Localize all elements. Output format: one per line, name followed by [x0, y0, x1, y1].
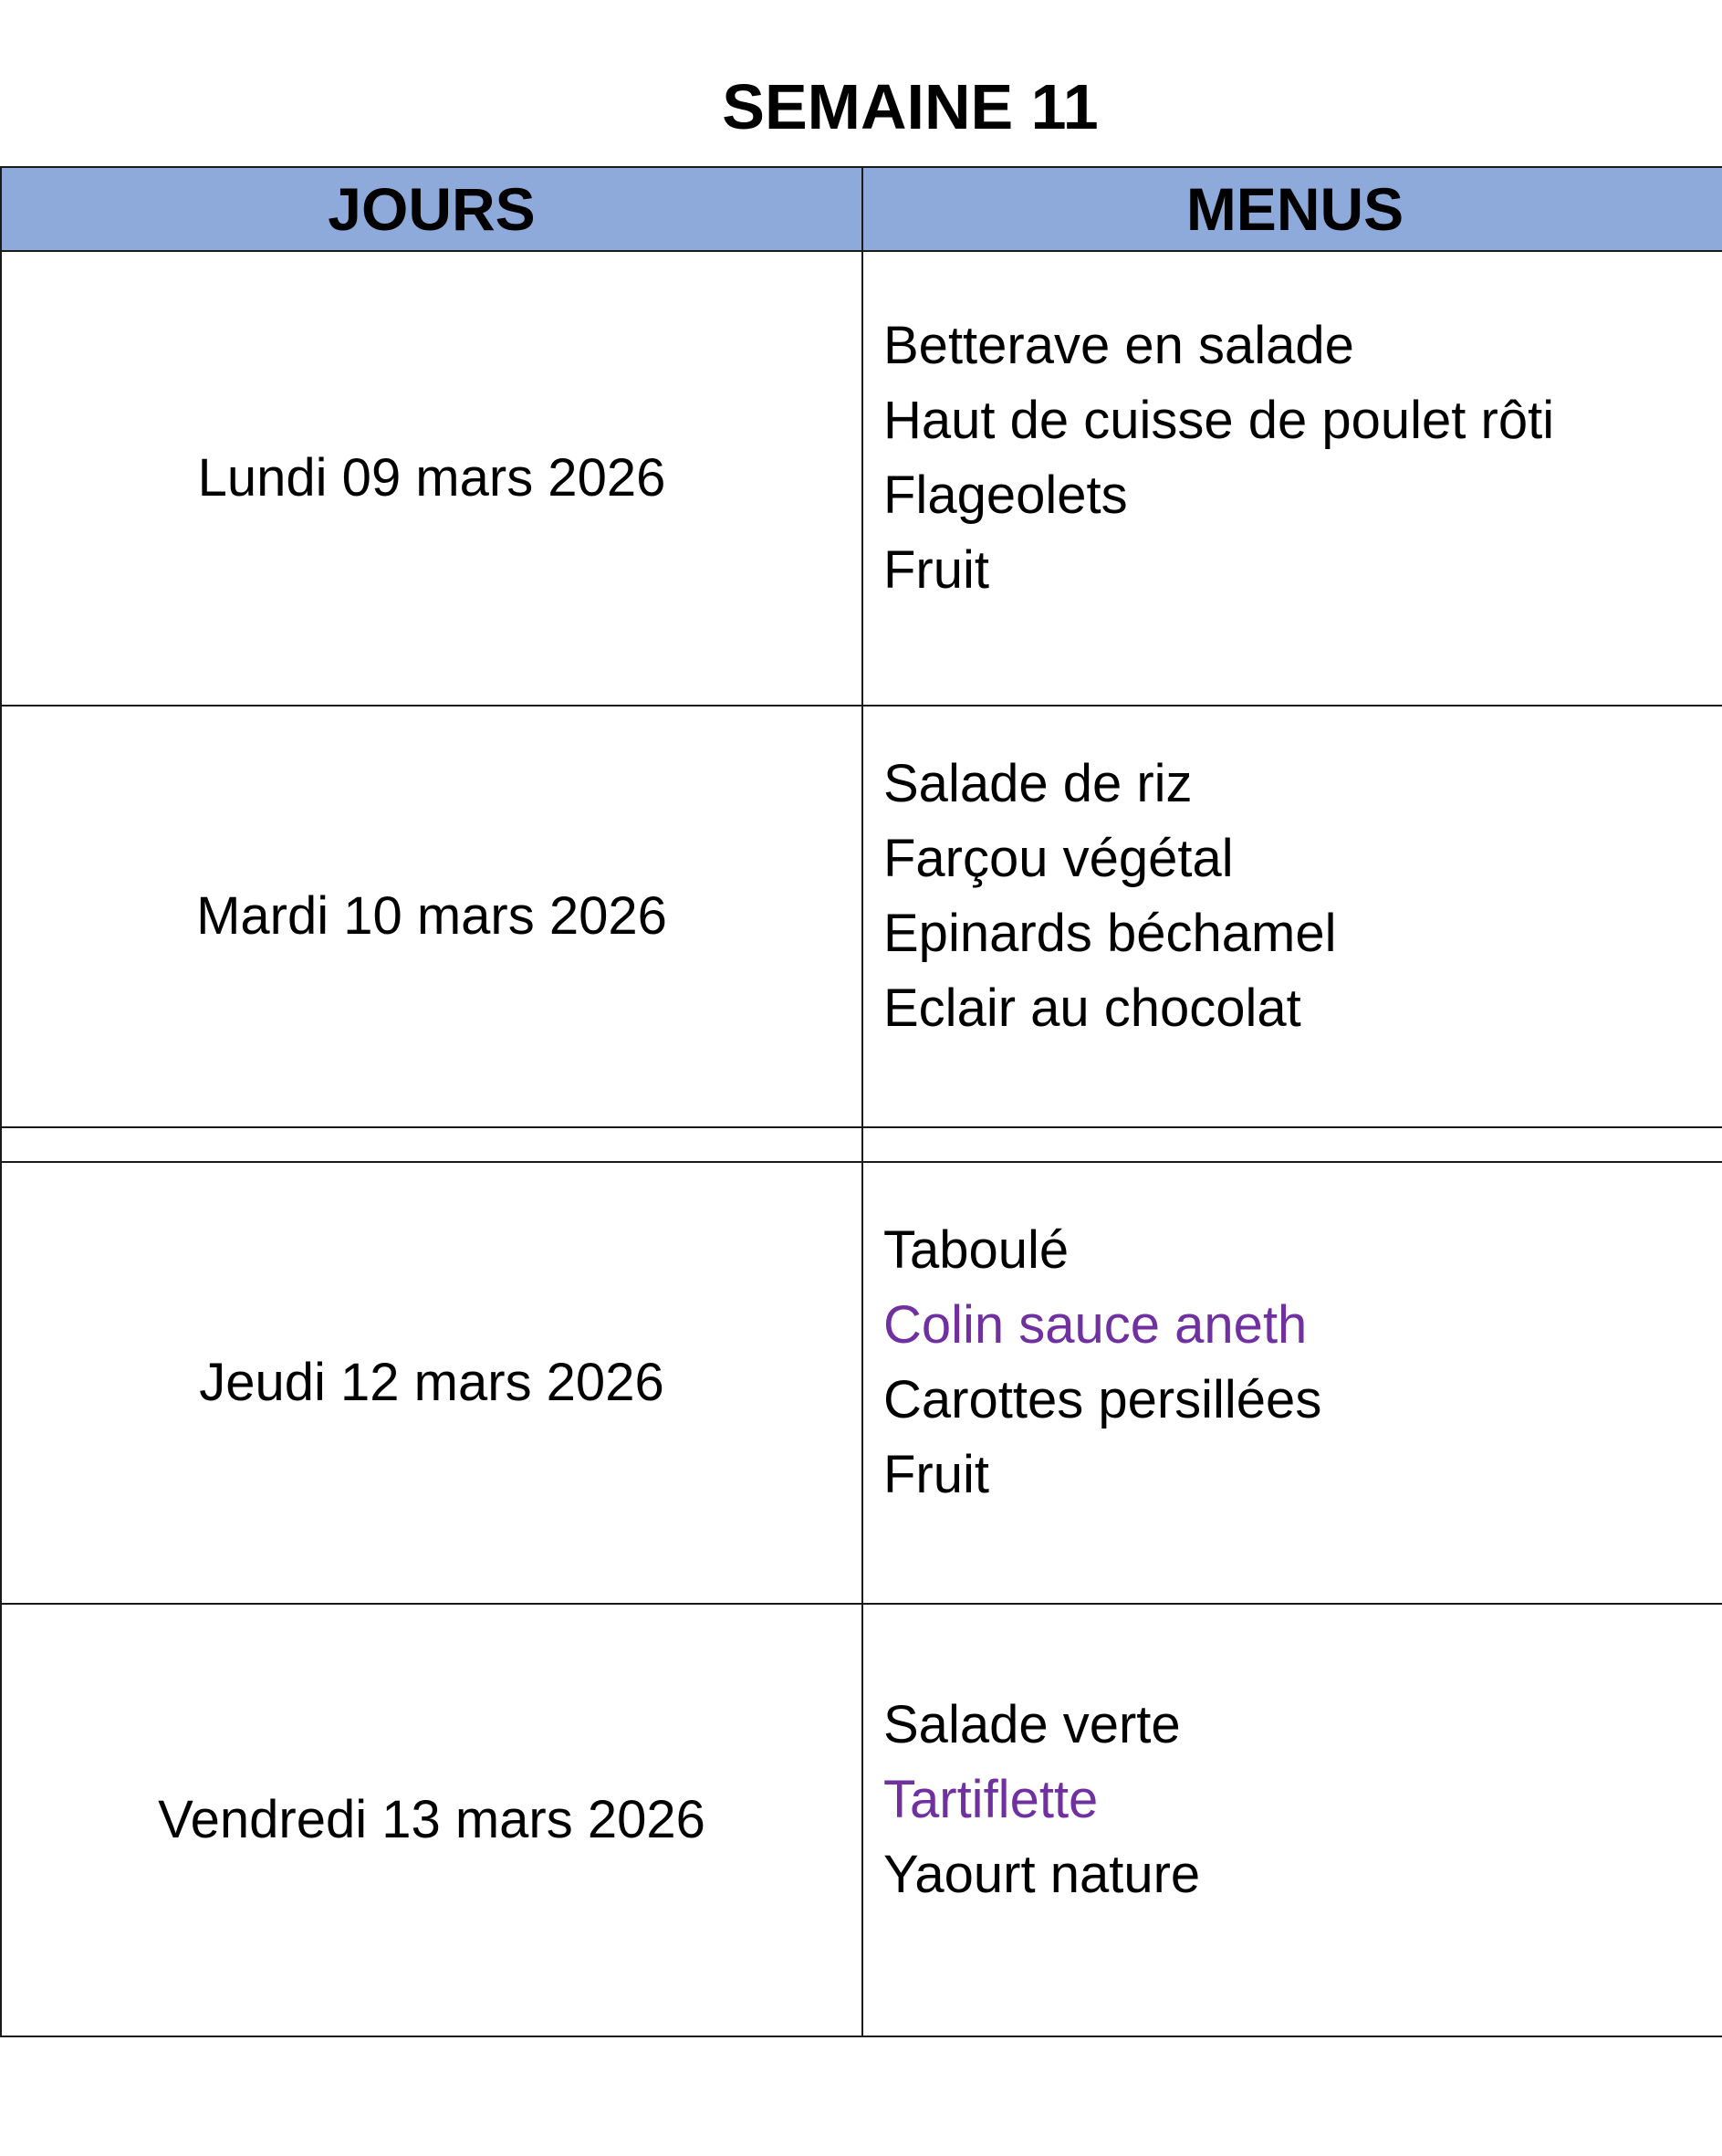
- empty-row: [1, 1127, 1722, 1162]
- dish-item: Fruit: [883, 1445, 989, 1504]
- dish-item: Epinards béchamel: [883, 904, 1337, 963]
- dish-item: Taboulé: [883, 1220, 1070, 1280]
- table-row: [1, 1162, 1722, 1604]
- day-cell: Lundi 09 mars 2026: [1, 251, 862, 706]
- dish-item: Eclair au chocolat: [883, 979, 1301, 1038]
- empty-day-cell: [1, 1127, 862, 1162]
- menu-table: [0, 166, 1722, 2037]
- menus-column-header: MENUS: [862, 167, 1722, 251]
- day-cell: Vendredi 13 mars 2026: [1, 1604, 862, 2036]
- menu-cell: [862, 706, 1722, 1127]
- table-row: [1, 706, 1722, 1127]
- dish-item: Carottes persillées: [883, 1370, 1322, 1429]
- dish-item: Salade verte: [883, 1695, 1181, 1754]
- dish-item: Fruit: [883, 540, 989, 600]
- table-row: [1, 1604, 1722, 2036]
- dish-item: Betterave en salade: [883, 316, 1354, 375]
- day-cell: Mardi 10 mars 2026: [1, 706, 862, 1127]
- dish-item: Salade de riz: [883, 754, 1193, 813]
- empty-menu-cell: [862, 1127, 1722, 1162]
- dish-item: Yaourt nature: [883, 1845, 1201, 1904]
- menu-cell: [862, 1604, 1722, 2036]
- dish-item: Farçou végétal: [883, 829, 1234, 888]
- table-row: [1, 251, 1722, 706]
- days-column-header: JOURS: [1, 167, 862, 251]
- menu-cell: [862, 1162, 1722, 1604]
- menu-cell: [862, 251, 1722, 706]
- header-row: [1, 167, 1722, 251]
- dish-item: Flageolets: [883, 466, 1128, 525]
- page-title: SEMAINE 11: [722, 71, 1099, 142]
- dish-item-highlighted: Colin sauce aneth: [883, 1295, 1308, 1355]
- dish-item: Haut de cuisse de poulet rôti: [883, 391, 1555, 450]
- day-cell: Jeudi 12 mars 2026: [1, 1162, 862, 1604]
- dish-item-highlighted: Tartiflette: [883, 1770, 1099, 1829]
